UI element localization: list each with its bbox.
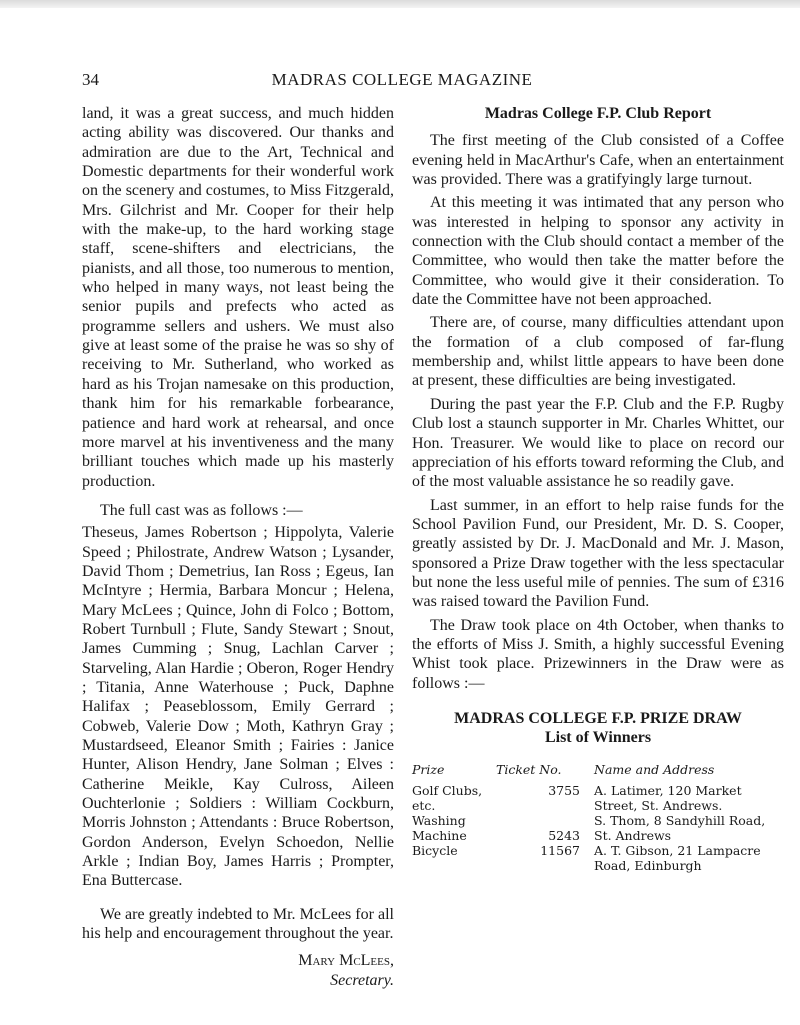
page-top-edge <box>0 0 800 8</box>
cast-intro: The full cast was as follows :— <box>100 501 303 519</box>
right-column <box>412 104 784 873</box>
report-paragraph: The Draw took place on 4th October, when thanks to the efforts of Miss J. Smith, a highly successful Evening Whist took place. Prizewinners in the Draw were as follows :— <box>412 616 784 692</box>
table-row <box>412 843 784 873</box>
report-paragraph: There are, of course, many difficulties attendant upon the formation of a club composed of far-flung membership and, whilst little appears to have been done at present, these difficulties are being investigated. <box>412 314 784 390</box>
closing-paragraph: We are greatly indebted to Mr. McLees for all his help and encouragement throughout the year. <box>82 905 394 943</box>
prize-cell: Washing Machine <box>412 812 467 843</box>
ticket-cell: 11567 <box>540 842 580 858</box>
signature-title: Secretary. <box>330 971 394 989</box>
table-row <box>412 783 784 813</box>
table-row <box>412 813 784 843</box>
report-paragraph: During the past year the F.P. Club and the F.P. Rugby Club lost a staunch supporter in Mr. Charles Whittet, our Hon. Treasurer. We would like to place on record our appreciation of his efforts toward reforming the Club, and of the most valuable assistance he so readily gave. <box>412 395 784 491</box>
winners-subheading: List of Winners <box>544 729 652 747</box>
report-paragraph: Last summer, in an effort to help raise funds for the School Pavilion Fund, our President, Mr. D. S. Cooper, greatly assisted by Dr. J. MacDonald and Mr. J. Mason, sponsored a Prize Draw together with the less spectacular but none the less useful mile of pennies. The sum of £316 was raised toward the Pavilion Fund. <box>412 496 784 611</box>
prize-draw-heading: MADRAS COLLEGE F.P. PRIZE DRAW <box>454 709 742 727</box>
prize-cell: Bicycle <box>412 842 458 858</box>
cast-list: Theseus, James Robertson ; Hippolyta, Valerie Speed ; Philostrate, Andrew Watson ; Lysander, David Thom ; Demetrius, Ian Ross ; Egeus, Ian McIntyre ; Hermia, Barbara Moncur ; Helena, Mary McLees ; Quince, John di Folco ; Bottom, Robert Turnbull ; Flute, Sandy Stewart ; Snout, James Cumming ; Snug, Lachlan Carver ; Starveling, Alan Hardie ; Oberon, Roger Hendry ; Titania, Anne Waterhouse ; Puck, Daphne Halifax ; Peaseblossom, Emily Gerrard ; Cobweb, Valerie Dow ; Moth, Kathryn Gray ; Mustardseed, Eleanor Smith ; Fairies : Janice Hunter, Alison Hendry, Jane Solman ; Elves : Catherine Meikle, Kay Culross, Aileen Ouchterlonie ; Soldiers : William Cockburn, Morris Johnston ; Attendants : Bruce Robertson, Gordon Anderson, Evelyn Schoedon, Nellie Arkle ; Indian Boy, James Harris ; Prompter, Ena Buttercase. <box>82 524 394 890</box>
column-header-name-address: Name and Address <box>594 761 715 777</box>
ticket-cell: 3755 <box>548 782 580 798</box>
page-header <box>82 70 722 94</box>
ticket-cell: 5243 <box>548 827 580 843</box>
magazine-title: MADRAS COLLEGE MAGAZINE <box>271 70 533 89</box>
report-paragraph: At this meeting it was intimated that any person who was interested in helping to sponsor any activity in connection with the Club should contact a member of the Committee, who would then take the matter before the Committee, who would give it their consideration. To date the Committee have not been approached. <box>412 194 784 309</box>
play-report-paragraph: land, it was a great success, and much hidden acting ability was discovered. Our thanks and admiration are due to the Art, Technical and Domestic departments for their wonderful work on the scenery and costumes, to Miss Fitzgerald, Mrs. Gilchrist and Mr. Cooper for their help with the make-up, to the hard working stage staff, scene-shifters and electricians, the pianists, and all those, too numerous to mention, who helped in many ways, not least being the senior pupils and prefects who acted as programme sellers and ushers. We must also give at least some of the praise he was so shy of receiving to Mr. Sutherland, who worked as hard as his Trojan namesake on this production, thank him for his remarkable forbearance, patience and hard work at rehearsal, and once more marvel at his inventiveness and the many brilliant touches which made up his masterly production. <box>82 105 394 490</box>
left-column <box>82 104 394 990</box>
table-header-row <box>412 762 784 783</box>
prize-cell: Golf Clubs, etc. <box>412 782 483 813</box>
signature-name: Mary McLees, <box>298 952 394 970</box>
winner-cell: S. Thom, 8 Sandyhill Road, St. Andrews <box>594 812 766 843</box>
page-number: 34 <box>82 70 99 89</box>
fp-club-report-title: Madras College F.P. Club Report <box>484 105 712 122</box>
column-header-ticket: Ticket No. <box>496 761 562 777</box>
winner-cell: A. T. Gibson, 21 Lampacre Road, Edinburgh <box>594 842 761 873</box>
report-paragraph: The first meeting of the Club consisted of a Coffee evening held in MacArthur's Cafe, when an entertainment was provided. There was a gratifyingly large turnout. <box>412 132 784 189</box>
column-header-prize: Prize <box>412 761 445 777</box>
winners-table <box>412 762 784 873</box>
winner-cell: A. Latimer, 120 Market Street, St. Andrews. <box>594 782 742 813</box>
